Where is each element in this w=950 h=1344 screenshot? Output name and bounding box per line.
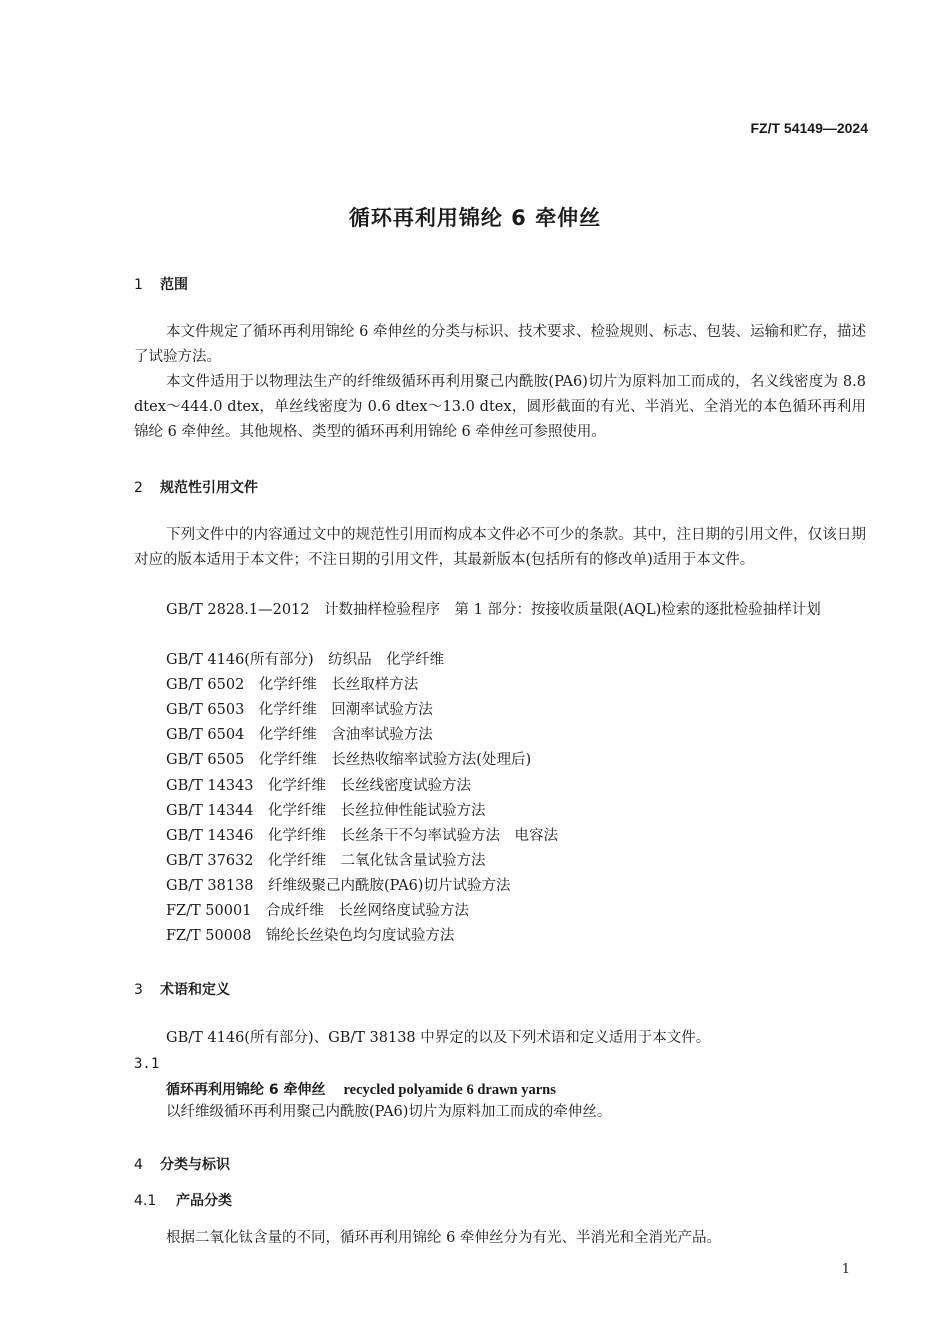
reference-item: GB/T 6504 化学纤维 含油率试验方法 xyxy=(166,727,433,743)
reference-item: GB/T 2828.1—2012 计数抽样检验程序 第 1 部分：按接收质量限(AQL)检索的逐批检验抽样计划 xyxy=(166,602,821,618)
document-title: 循环再利用锦纶 6 牵伸丝 xyxy=(348,206,602,230)
reference-item: GB/T 6502 化学纤维 长丝取样方法 xyxy=(166,677,419,693)
reference-item: FZ/T 50001 合成纤维 长丝网络度试验方法 xyxy=(166,903,469,919)
section-number: 1 xyxy=(134,277,143,293)
normative-intro: 下列文件中的内容通过文中的规范性引用而构成本文件必不可少的条款。其中，注日期的引用文件，仅该日期对应的版本适用于本文件；不注日期的引用文件，其最新版本(包括所有的修改单)适用于本文件。 xyxy=(134,527,866,568)
term-english: recycled polyamide 6 drawn yarns xyxy=(343,1082,556,1098)
term-definition: 以纤维级循环再利用聚己内酰胺(PA6)切片为原料加工而成的牵伸丝。 xyxy=(166,1104,612,1120)
reference-item: GB/T 4146(所有部分) 纺织品 化学纤维 xyxy=(166,652,445,668)
section-2-heading xyxy=(134,477,258,497)
reference-item: GB/T 6505 化学纤维 长丝热收缩率试验方法(处理后) xyxy=(166,752,532,768)
section-3-heading xyxy=(134,979,230,999)
section-4-heading xyxy=(134,1154,230,1174)
reference-item: GB/T 14344 化学纤维 长丝拉伸性能试验方法 xyxy=(166,803,486,819)
section-number: 4 xyxy=(134,1157,143,1173)
subsection-number: 4.1 xyxy=(134,1193,157,1209)
standard-number: FZ/T 54149—2024 xyxy=(750,120,868,136)
reference-item: GB/T 14346 化学纤维 长丝条干不匀率试验方法 电容法 xyxy=(166,828,559,844)
scope-paragraph-2: 本文件适用于以物理法生产的纤维级循环再利用聚己内酰胺(PA6)切片为原料加工而成的，名义线密度为 8.8 dtex～444.0 dtex，单丝线密度为 0.6 dtex～13.0 dtex，圆形截面的有光、半消光、全消光的本色循环再利用锦纶 6 牵伸丝。其他规格、类型的循环再利用锦纶 6 牵伸丝可参照使用。 xyxy=(134,374,866,440)
section-1-heading xyxy=(134,274,188,294)
subsection-title: 产品分类 xyxy=(176,1193,232,1209)
scope-paragraph-1: 本文件规定了循环再利用锦纶 6 牵伸丝的分类与标识、技术要求、检验规则、标志、包装、运输和贮存，描述了试验方法。 xyxy=(134,324,866,365)
term-chinese: 循环再利用锦纶 6 牵伸丝 xyxy=(166,1082,326,1098)
section-title: 规范性引用文件 xyxy=(160,480,258,496)
reference-item: GB/T 14343 化学纤维 长丝线密度试验方法 xyxy=(166,778,472,794)
page-number: 1 xyxy=(841,1262,850,1277)
classification-text: 根据二氧化钛含量的不同，循环再利用锦纶 6 牵伸丝分为有光、半消光和全消光产品。 xyxy=(166,1230,721,1246)
section-title: 术语和定义 xyxy=(160,982,230,998)
reference-item: GB/T 6503 化学纤维 回潮率试验方法 xyxy=(166,702,433,718)
section-title: 分类与标识 xyxy=(160,1157,230,1173)
section-number: 3 xyxy=(134,982,143,998)
subsection-4-1-heading xyxy=(134,1190,232,1210)
reference-item: FZ/T 50008 锦纶长丝染色均匀度试验方法 xyxy=(166,928,455,944)
reference-item: GB/T 37632 化学纤维 二氧化钛含量试验方法 xyxy=(166,853,486,869)
term-entry xyxy=(166,1079,556,1099)
section-title: 范围 xyxy=(160,277,188,293)
clause-number: 3.1 xyxy=(134,1056,160,1072)
section-number: 2 xyxy=(134,480,143,496)
terms-intro: GB/T 4146(所有部分)、GB/T 38138 中界定的以及下列术语和定义适用于本文件。 xyxy=(166,1030,711,1046)
reference-item: GB/T 38138 纤维级聚己内酰胺(PA6)切片试验方法 xyxy=(166,878,511,894)
